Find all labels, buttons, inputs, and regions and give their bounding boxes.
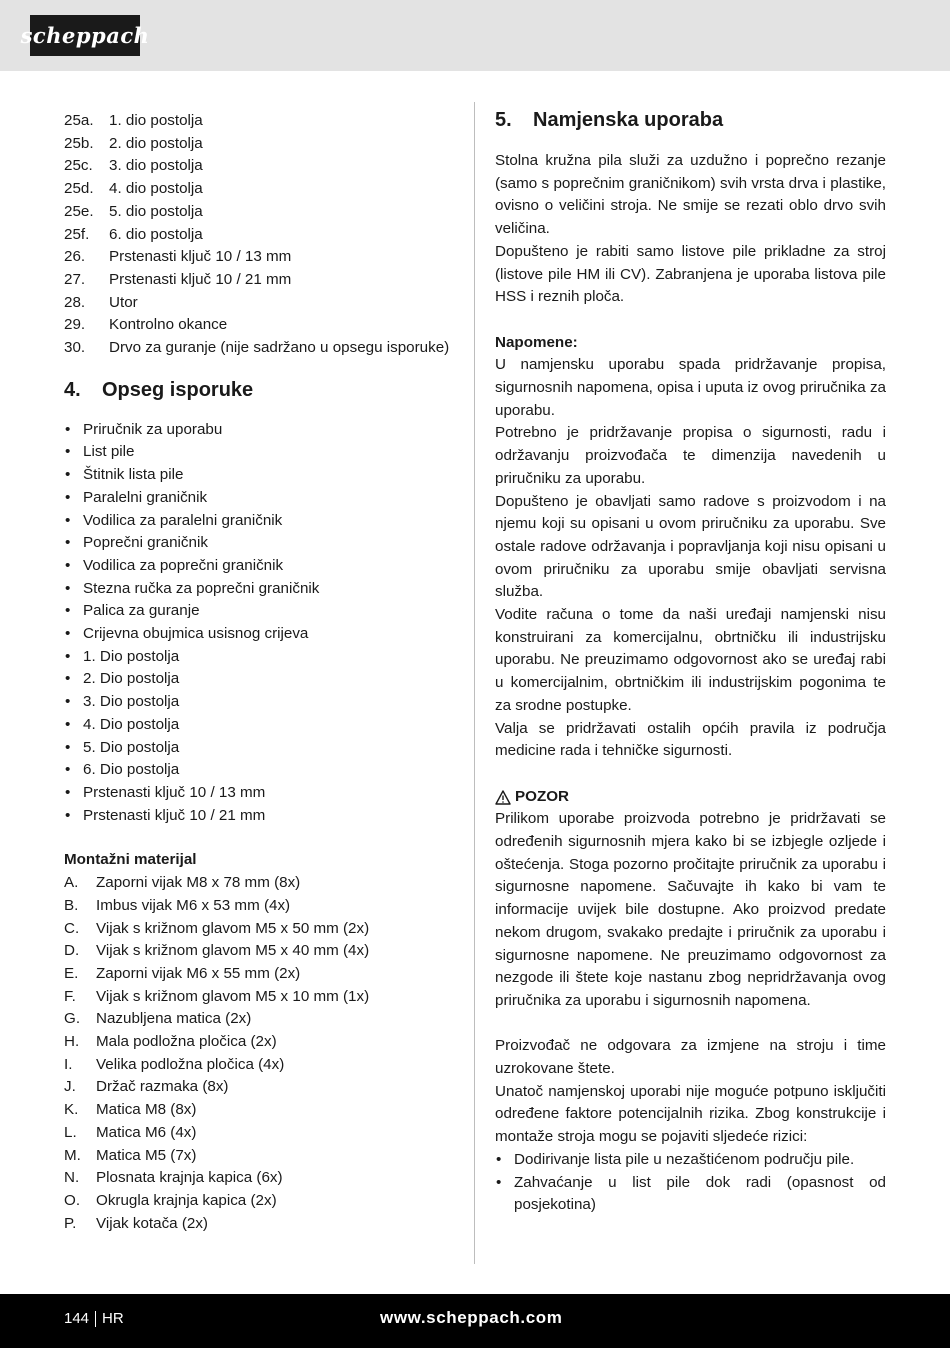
item-text: Prstenasti ključ 10 / 21 mm — [83, 806, 266, 824]
list-item — [64, 1099, 456, 1122]
item-text: Vijak s križnom glavom M5 x 10 mm (1x) — [96, 987, 370, 1005]
item-number: H. — [64, 1033, 80, 1051]
bullet-icon: • — [65, 761, 71, 779]
list-item — [64, 487, 456, 510]
bullet-icon: • — [65, 534, 71, 552]
item-number: 25f. — [64, 225, 90, 243]
item-text: Matica M5 (7x) — [96, 1146, 197, 1164]
list-item — [64, 691, 456, 714]
item-number: A. — [64, 874, 79, 892]
list-item — [64, 737, 456, 760]
list-item — [64, 872, 456, 895]
section-heading-intended-use — [495, 107, 886, 133]
list-item — [64, 155, 456, 178]
section-title: Opseg isporuke — [102, 378, 254, 401]
bullet-icon: • — [65, 738, 71, 756]
note-paragraph: U namjensku uporabu spada pridržavanje propisa, sigurnosnih napomena, opisa i uputa iz ovog priručnika za uporabu. — [495, 356, 886, 419]
section-number: 4. — [64, 378, 81, 401]
item-text: Matica M8 (8x) — [96, 1101, 197, 1119]
item-number: C. — [64, 919, 80, 937]
list-item — [64, 110, 456, 133]
item-text: 6. Dio postolja — [83, 761, 180, 779]
bullet-icon: • — [65, 625, 71, 643]
list-item — [64, 986, 456, 1009]
item-number: E. — [64, 964, 79, 982]
list-item — [64, 1167, 456, 1190]
warning-heading — [495, 786, 886, 809]
item-number: 27. — [64, 270, 86, 288]
page-indicator — [64, 1310, 124, 1327]
website-url: www.scheppach.com — [380, 1308, 563, 1327]
left-column — [64, 110, 456, 1235]
brand-logo-text: scheppach — [20, 23, 150, 48]
intro-paragraph: Stolna kružna pila služi za uzdužno i poprečno rezanje (samo s poprečnim graničnikom) svih vrsta drva i plastike, ovisno o veličini stroja. Ne smije se rezati oblo drvo svih veličina. — [495, 152, 886, 238]
list-item — [64, 292, 456, 315]
item-text: Vodilica za paralelni graničnik — [83, 511, 283, 529]
bullet-icon: • — [65, 579, 71, 597]
item-text: Vijak s križnom glavom M5 x 40 mm (4x) — [96, 942, 370, 960]
intro-paragraph: Dopušteno je rabiti samo listove pile prikladne za stroj (listove pile HM ili CV). Zabranjena je uporaba listova pile HSS i reznih ploča. — [495, 242, 886, 306]
item-number: 25b. — [64, 134, 94, 152]
list-item — [64, 1054, 456, 1077]
item-number: D. — [64, 942, 80, 960]
item-text: Paralelni graničnik — [83, 488, 208, 506]
brand-logo — [20, 15, 150, 56]
item-text: Okrugla krajnja kapica (2x) — [96, 1191, 277, 1209]
bullet-icon: • — [496, 1173, 502, 1191]
item-text: Mala podložna pločica (2x) — [96, 1033, 277, 1051]
item-text: Prstenasti ključ 10 / 21 mm — [109, 270, 292, 288]
list-item — [64, 623, 456, 646]
item-text: 1. Dio postolja — [83, 647, 180, 665]
item-text: 5. dio postolja — [109, 202, 203, 220]
page-number: 144 — [64, 1310, 90, 1327]
item-text: Vodilica za poprečni graničnik — [83, 556, 284, 574]
list-item — [64, 600, 456, 623]
item-number: P. — [64, 1214, 77, 1232]
list-item — [64, 269, 456, 292]
list-item — [64, 510, 456, 533]
item-text: Vijak kotača (2x) — [96, 1214, 208, 1232]
item-text: Poprečni graničnik — [83, 534, 208, 552]
list-item — [64, 441, 456, 464]
column-divider — [474, 102, 475, 1264]
item-text: Prstenasti ključ 10 / 13 mm — [83, 783, 266, 801]
notes-heading: Napomene: — [495, 333, 578, 351]
item-text: Prstenasti ključ 10 / 13 mm — [109, 248, 292, 266]
item-text: 1. dio postolja — [109, 112, 203, 129]
list-item — [64, 133, 456, 156]
item-text: Zaporni vijak M8 x 78 mm (8x) — [96, 874, 301, 892]
item-text: Drvo za guranje (nije sadržano u opsegu isporuke) — [109, 339, 450, 357]
note-paragraph: Vodite računa o tome da naši uređaji namjenski nisu konstruirani za komercijalnu, obrtničku ili industrijsku uporabu. Ne preuzimamo odgovornost ako se uređaj rabi u komercijalnim, obrtničkim ili industrijskim pogonima te za srodne postupke. — [495, 606, 886, 714]
list-item — [64, 714, 456, 737]
parts-list — [64, 110, 456, 360]
note-paragraph: Dopušteno je obavljati samo radove s proizvodom i na njemu koji su opisani u ovom priručniku za uporabu. Sve ostale radove održavanja i popravljanja koji nisu opisani u ovom priručniku za uporabu smije obavljati servisna služba. — [495, 492, 886, 601]
item-text: Vijak s križnom glavom M5 x 50 mm (2x) — [96, 919, 370, 937]
item-number: 25a. — [64, 112, 94, 129]
bullet-icon: • — [496, 1150, 502, 1168]
bullet-icon: • — [65, 670, 71, 688]
item-number: 25d. — [64, 180, 94, 198]
note-paragraph: Valja se pridržavati ostalih općih pravila iz područja medicine rada i tehničke sigurnosti. — [495, 719, 886, 760]
list-item — [64, 940, 456, 963]
bullet-icon: • — [65, 806, 71, 824]
item-number: I. — [64, 1055, 73, 1073]
bullet-icon: • — [65, 556, 71, 574]
language-code: HR — [102, 1310, 124, 1327]
item-text: Držač razmaka (8x) — [96, 1078, 229, 1096]
list-item — [64, 759, 456, 782]
item-number: J. — [64, 1078, 76, 1096]
item-text: 4. dio postolja — [109, 180, 203, 198]
item-text: 6. dio postolja — [109, 225, 203, 243]
item-text: Zaporni vijak M6 x 55 mm (2x) — [96, 964, 301, 982]
list-item — [495, 1149, 886, 1172]
item-text: Imbus vijak M6 x 53 mm (4x) — [96, 896, 291, 914]
list-item — [64, 419, 456, 442]
item-number: 25e. — [64, 202, 94, 220]
bullet-icon: • — [65, 693, 71, 711]
item-text: 4. Dio postolja — [83, 715, 180, 733]
warning-title: POZOR — [515, 787, 570, 805]
item-number: F. — [64, 987, 76, 1005]
item-text: Matica M6 (4x) — [96, 1123, 197, 1141]
item-number: 26. — [64, 248, 86, 266]
item-text: Palica za guranje — [83, 602, 200, 620]
liability-paragraph: Proizvođač ne odgovara za izmjene na stroju i time uzrokovane štete. — [495, 1037, 886, 1078]
item-text: Stezna ručka za poprečni graničnik — [83, 579, 320, 597]
warning-triangle-icon — [495, 790, 511, 805]
list-item — [64, 668, 456, 691]
list-item — [64, 464, 456, 487]
item-text: Kontrolno okance — [109, 316, 228, 334]
section-number: 5. — [495, 109, 512, 131]
delivery-list — [64, 419, 456, 828]
item-text: Nazubljena matica (2x) — [96, 1010, 252, 1028]
bullet-icon: • — [65, 443, 71, 461]
list-item — [495, 1172, 886, 1217]
item-number: M. — [64, 1146, 81, 1164]
bullet-icon: • — [65, 715, 71, 733]
list-item — [64, 224, 456, 247]
item-text: Zahvaćanje u list pile dok radi (opasnost od posjekotina) — [514, 1173, 886, 1214]
item-text: 2. Dio postolja — [83, 670, 180, 688]
item-text: Dodirivanje lista pile u nezaštićenom području pile. — [514, 1150, 855, 1168]
item-text: List pile — [83, 443, 135, 461]
list-item — [64, 805, 456, 828]
list-item — [64, 201, 456, 224]
item-number: G. — [64, 1010, 81, 1028]
mounting-heading: Montažni materijal — [64, 851, 197, 869]
list-item — [64, 1213, 456, 1236]
list-item — [64, 963, 456, 986]
footer-bar — [0, 1294, 950, 1348]
list-item — [64, 646, 456, 669]
list-item — [64, 782, 456, 805]
item-text: Utor — [109, 293, 138, 311]
risk-intro-paragraph: Unatoč namjenskoj uporabi nije moguće potpuno isključiti određene faktore potencijalnih rizika. Zbog konstrukcije i montaže stroja mogu se pojaviti sljedeće rizici: — [495, 1082, 886, 1146]
item-number: B. — [64, 896, 79, 914]
list-item — [64, 578, 456, 601]
list-item — [64, 178, 456, 201]
item-text: Velika podložna pločica (4x) — [96, 1055, 285, 1073]
list-item — [64, 1031, 456, 1054]
header-bar — [0, 0, 950, 71]
note-paragraph: Potrebno je pridržavanje propisa o sigurnosti, radu i održavanju proizvođača te dimenzija navedenih u priručniku za uporabu. — [495, 424, 886, 487]
item-text: 3. Dio postolja — [83, 693, 180, 711]
item-text: 2. dio postolja — [109, 134, 203, 152]
section-title: Namjenska uporaba — [533, 109, 724, 131]
section-heading-delivery — [64, 377, 456, 403]
item-number: 25c. — [64, 157, 93, 175]
item-number: O. — [64, 1191, 81, 1209]
warning-paragraph: Prilikom uporabe proizvoda potrebno je pridržavati se određenih sigurnosnih mjera kako bi se izbjegle ozljede i oštećenja. Stoga pozorno pročitajte priručnik za uporabu i sigurnosne napomene. Sačuvajte ih kako bi vam te informacije uvijek bile dostupne. Ako proizvod predate nekom drugom, svakako predajte i priručnik za uporabu i sigurnosne napomene. Ne preuzimamo odgovornost za nezgode ili štete koje nastanu zbog nepridržavanja ovog priručnika za uporabu i sigurnosnih napomena. — [495, 810, 886, 1009]
list-item — [64, 1190, 456, 1213]
bullet-icon: • — [65, 602, 71, 620]
right-column — [495, 110, 886, 1217]
list-item — [64, 337, 456, 360]
bullet-icon: • — [65, 511, 71, 529]
list-item — [64, 314, 456, 337]
item-text: 3. dio postolja — [109, 157, 203, 175]
item-text: Plosnata krajnja kapica (6x) — [96, 1169, 283, 1187]
item-number: 28. — [64, 293, 86, 311]
item-text: 5. Dio postolja — [83, 738, 180, 756]
bullet-icon: • — [65, 488, 71, 506]
item-text: Crijevna obujmica usisnog crijeva — [83, 625, 309, 643]
mounting-list — [64, 872, 456, 1235]
item-text: Štitnik lista pile — [83, 466, 184, 484]
list-item — [64, 555, 456, 578]
list-item — [64, 246, 456, 269]
item-number: 29. — [64, 316, 86, 334]
item-number: K. — [64, 1101, 79, 1119]
bullet-icon: • — [65, 420, 71, 438]
item-number: L. — [64, 1123, 77, 1141]
item-number: N. — [64, 1169, 80, 1187]
bullet-icon: • — [65, 466, 71, 484]
list-item — [64, 532, 456, 555]
risk-list — [495, 1149, 886, 1217]
list-item — [64, 918, 456, 941]
list-item — [64, 1076, 456, 1099]
page-separator — [95, 1311, 96, 1327]
bullet-icon: • — [65, 647, 71, 665]
list-item — [64, 895, 456, 918]
list-item — [64, 1122, 456, 1145]
list-item — [64, 1145, 456, 1168]
list-item — [64, 1008, 456, 1031]
item-text: Priručnik za uporabu — [83, 420, 223, 438]
bullet-icon: • — [65, 783, 71, 801]
item-number: 30. — [64, 339, 86, 357]
